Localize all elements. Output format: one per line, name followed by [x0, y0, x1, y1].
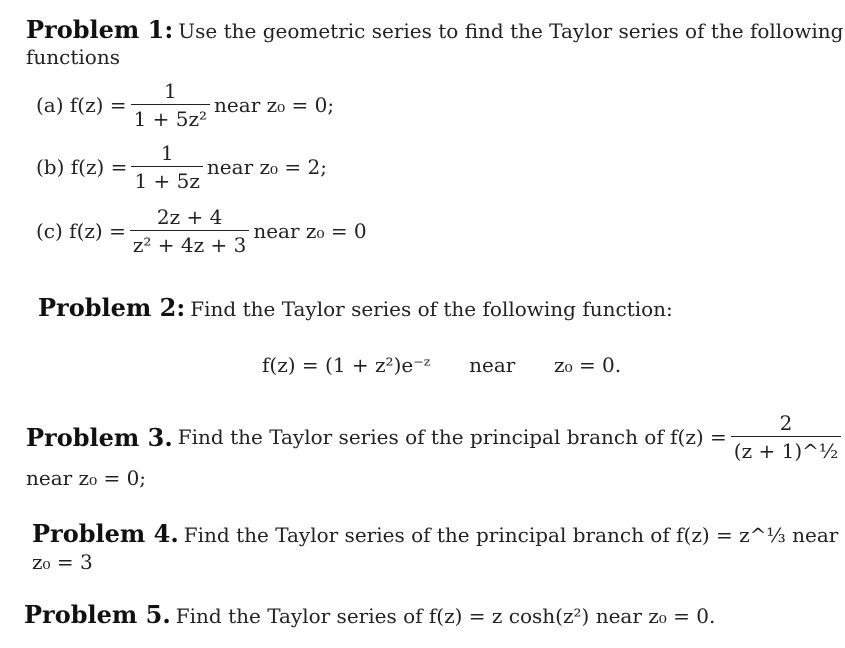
problem-4-text-continued: z₀ = 3: [32, 550, 93, 574]
problem-2-formula-line: [262, 353, 621, 377]
problem-5-text: Find the Taylor series of f(z) = z cosh(z²) near z₀ = 0.: [175, 604, 716, 628]
problem-1-heading-line: [26, 15, 843, 44]
item-lhs: f(z) =: [69, 219, 126, 243]
problem-3-text: Find the Taylor series of the principal branch of f(z) =: [177, 425, 727, 449]
fraction: [131, 141, 202, 193]
fraction: [731, 411, 841, 463]
fraction: [131, 79, 210, 131]
problem-3-text-continued: near z₀ = 0;: [26, 466, 147, 490]
problem-4-title: Problem 4.: [32, 519, 179, 548]
fraction: [130, 205, 250, 257]
problem-3-title: Problem 3.: [26, 422, 173, 452]
problem-1-title: Problem 1:: [26, 15, 174, 44]
problem-1a: [36, 80, 334, 130]
near-word: near: [469, 353, 516, 377]
item-label: (c): [36, 219, 63, 243]
problem-1c: [36, 206, 367, 256]
problem-3-heading-line: [26, 410, 845, 464]
item-condition: near z₀ = 2;: [206, 155, 327, 179]
problem-1-text: Use the geometric series to find the Taylor series of the following: [178, 19, 844, 43]
numerator: 2z + 4: [156, 205, 223, 229]
item-label: (a): [36, 93, 64, 117]
denominator: (z + 1)^½: [731, 436, 841, 463]
numerator: 1: [163, 79, 177, 103]
item-condition: near z₀ = 0;: [214, 93, 335, 117]
problem-2-title: Problem 2:: [38, 293, 186, 322]
denominator: 1 + 5z²: [131, 104, 210, 131]
item-lhs: f(z) =: [69, 93, 127, 117]
formula: f(z) = (1 + z²)e⁻ᶻ: [262, 353, 431, 377]
problem-4-heading-line: [32, 519, 838, 548]
numerator: 1: [160, 141, 174, 165]
problem-2-text: Find the Taylor series of the following function:: [190, 297, 673, 321]
problem-2-heading-line: [38, 293, 673, 322]
problem-5-title: Problem 5.: [24, 600, 171, 629]
expansion-point: z₀ = 0.: [554, 353, 622, 377]
item-lhs: f(z) =: [70, 155, 128, 179]
denominator: 1 + 5z: [131, 166, 202, 193]
numerator: 2: [779, 411, 793, 435]
item-label: (b): [36, 155, 65, 179]
problem-1b: [36, 142, 327, 192]
denominator: z² + 4z + 3: [130, 230, 250, 257]
item-condition: near z₀ = 0: [253, 219, 367, 243]
problem-4-text: Find the Taylor series of the principal branch of f(z) = z^⅓ near: [183, 523, 839, 547]
problem-5-heading-line: [24, 600, 715, 629]
problem-1-text-continued: functions: [26, 45, 120, 69]
